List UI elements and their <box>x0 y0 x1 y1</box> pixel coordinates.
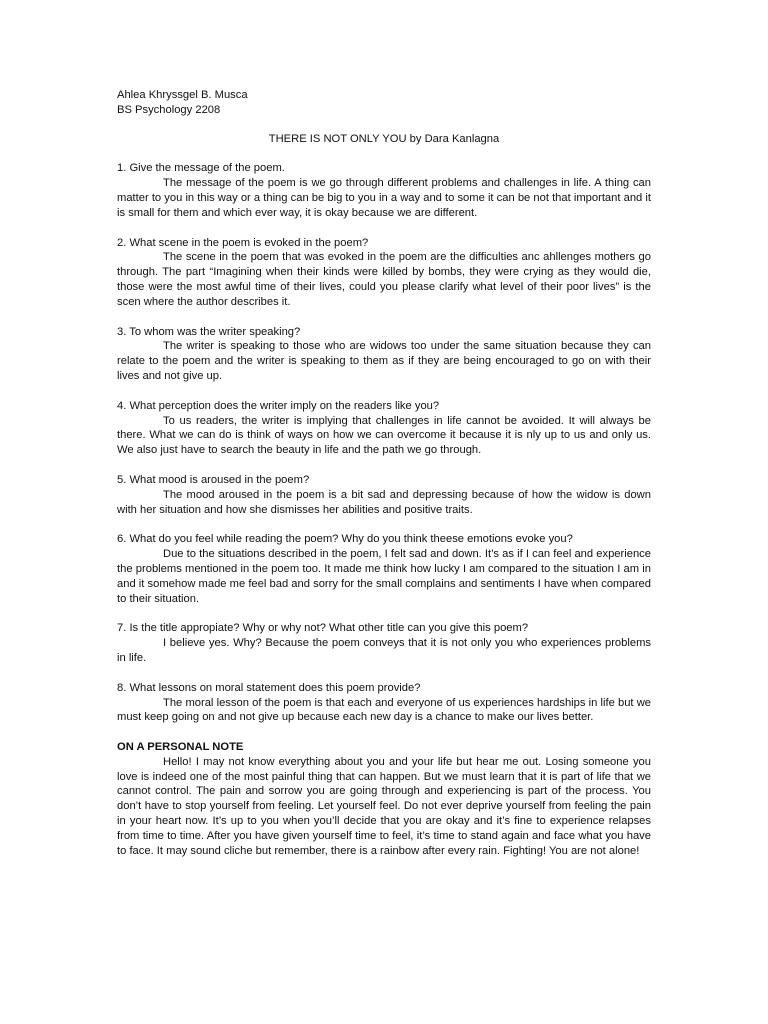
question-block-2 <box>117 236 651 310</box>
question-block-6 <box>117 532 651 606</box>
question-block-4 <box>117 399 651 458</box>
question-text: 1. Give the message of the poem. <box>117 162 285 175</box>
personal-note <box>117 740 651 858</box>
question-block-7 <box>117 621 651 665</box>
question-text: 4. What perception does the writer imply on the readers like you? <box>117 399 440 412</box>
document-title: THERE IS NOT ONLY YOU by Dara Kanlagna <box>268 132 500 145</box>
author-course: BS Psychology 2208 <box>117 103 221 116</box>
question-text: 5. What mood is aroused in the poem? <box>117 473 310 486</box>
question-block-8 <box>117 681 651 725</box>
question-block-5 <box>117 473 651 517</box>
answer-text: To us readers, the writer is implying that challenges in life cannot be avoided. It will always be there. What we can do is think of ways on how we can overcome it because it is nly up to us and only us. We also just have to search the beauty in life and the path we go through. <box>117 414 651 457</box>
author-name: Ahlea Khryssgel B. Musca <box>117 89 248 101</box>
answer-text: Due to the situations described in the poem, I felt sad and down. It’s as if I can feel and experience the problems mentioned in the poem too. It made me think how lucky I am compared to the situation I am in and it somehow made me feel bad and sorry for the small complains and sentiments I have when compared to their situation. <box>117 548 651 605</box>
personal-note-heading: ON A PERSONAL NOTE <box>117 741 244 754</box>
personal-note-body: Hello! I may not know everything about you and your life but hear me out. Losing someone you love is indeed one of the most painful thing that can happen. But we must learn that it is part of life that we cannot control. The pain and sorrow you are going through and experiencing is part of the process. You don’t have to stop yourself from feeling. Let yourself feel. Do not ever deprive yourself from feeling the pain in your heart now. It’s up to you when you’ll decide that you are okay and it’s fine to experience relapses from time to time. After you have given yourself time to feel, it’s time to stand again and face what you have to face. It may sound cliche but remember, there is a rainbow after every rain. Fighting! You are not alone! <box>117 755 651 857</box>
question-text: 6. What do you feel while reading the poem? Why do you think theese emotions evoke you? <box>117 533 573 546</box>
question-text: 3. To whom was the writer speaking? <box>117 325 301 338</box>
answer-text: I believe yes. Why? Because the poem conveys that it is not only you who experiences problems in life. <box>117 637 651 664</box>
question-text: 7. Is the title appropiate? Why or why not? What other title can you give this poem? <box>117 622 529 635</box>
answer-text: The writer is speaking to those who are widows too under the same situation because they can relate to the poem and the writer is speaking to them as if they are being encouraged to go on with their lives and not give up. <box>117 340 651 382</box>
question-block-3 <box>117 325 651 384</box>
answer-text: The mood aroused in the poem is a bit sad and depressing because of how the widow is down with her situation and how she dismisses her abilities and positive traits. <box>117 488 651 516</box>
question-block-1 <box>117 161 651 220</box>
answer-text: The message of the poem is we go through different problems and challenges in life. A thing can matter to you in this way or a thing can be big to you in a way and to some it can be not that important and it is small for them and which ever way, it is okay because we are different. <box>117 177 651 219</box>
question-text: 8. What lessons on moral statement does this poem provide? <box>117 681 421 694</box>
question-text: 2. What scene in the poem is evoked in the poem? <box>117 236 369 249</box>
answer-text: The moral lesson of the poem is that each and everyone of us experiences hardships in life but we must keep going on and not give up because each new day is a chance to make our lives better. <box>117 696 651 724</box>
answer-text: The scene in the poem that was evoked in the poem are the difficulties anc ahllenges mothers go through. The part “Imagining when their kinds were killed by bombs, they were crying as they would die, those were the most awful time of their lives, could you please clarify what level of their poor lives” is the scen where the author describes it. <box>117 251 651 308</box>
